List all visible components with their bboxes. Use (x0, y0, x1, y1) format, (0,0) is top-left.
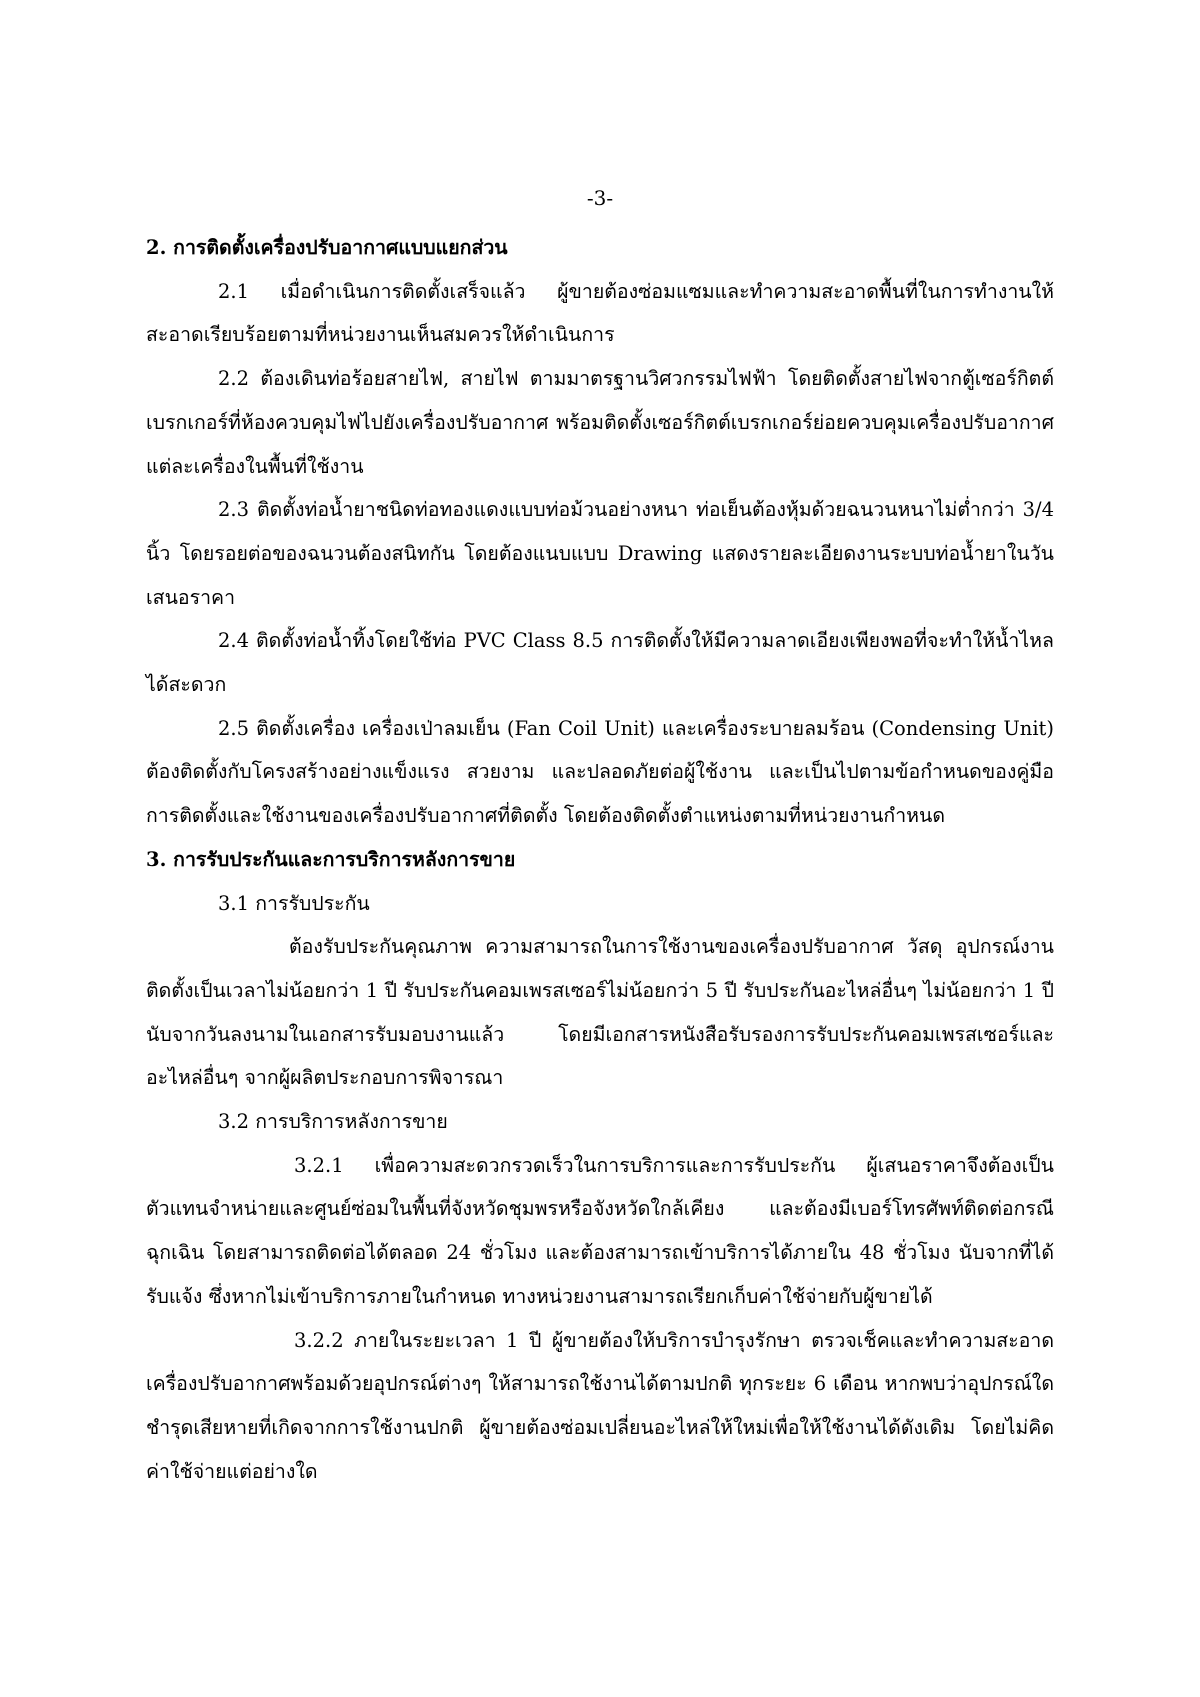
page-number: -3- (586, 186, 614, 210)
section-2-1-paragraph: 2.1 เมื่อดำเนินการติดตั้งเสร็จแล้ว ผู้ขายต้องซ่อมแซมและทำความสะอาดพื้นที่ในการทำงานให้สะอาดเรียบร้อยตามที่หน่วยงานเห็นสมควรให้ดำเนินการ (146, 279, 1054, 347)
document-body (146, 226, 1054, 1493)
section-2-4-paragraph: 2.4 ติดตั้งท่อน้ำทิ้งโดยใช้ท่อ PVC Class 8.5 การติดตั้งให้มีความลาดเอียงเพียงพอที่จะทำให้น้ำไหลได้สะดวก (146, 629, 1054, 697)
section-3-2-2-paragraph: 3.2.2 ภายในระยะเวลา 1 ปี ผู้ขายต้องให้บริการบำรุงรักษา ตรวจเช็คและทำความสะอาดเครื่องปรับอากาศพร้อมด้วยอุปกรณ์ต่างๆ ให้สามารถใช้งานได้ตามปกติ ทุกระยะ 6 เดือน หากพบว่าอุปกรณ์ใดชำรุดเสียหายที่เกิดจากการใช้งานปกติ ผู้ขายต้องซ่อมเปลี่ยนอะไหล่ให้ใหม่เพื่อให้ใช้งานได้ดังเดิม โดยไม่คิดค่าใช้จ่ายแต่อย่างใด (146, 1328, 1054, 1483)
section-3-1-title: 3.1 การรับประกัน (218, 891, 370, 915)
section-2-5-paragraph: 2.5 ติดตั้งเครื่อง เครื่องเป่าลมเย็น (Fan Coil Unit) และเครื่องระบายลมร้อน (Condensing Unit) ต้องติดตั้งกับโครงสร้างอย่างแข็งแรง สวยงาม และปลอดภัยต่อผู้ใช้งาน และเป็นไปตามข้อกำหนดของคู่มือการติดตั้งและใช้งานของเครื่องปรับอากาศที่ติดตั้ง โดยต้องติดตั้งตำแหน่งตามที่หน่วยงานกำหนด (146, 716, 1054, 828)
section-3-1-paragraph: ต้องรับประกันคุณภาพ ความสามารถในการใช้งานของเครื่องปรับอากาศ วัสดุ อุปกรณ์งานติดตั้งเป็นเวลาไม่น้อยกว่า 1 ปี รับประกันคอมเพรสเซอร์ไม่น้อยกว่า 5 ปี รับประกันอะไหล่อื่นๆ ไม่น้อยกว่า 1 ปี นับจากวันลงนามในเอกสารรับมอบงานแล้ว โดยมีเอกสารหนังสือรับรองการรับประกันคอมเพรสเซอร์และอะไหล่อื่นๆ จากผู้ผลิตประกอบการพิจารณา (146, 935, 1054, 1090)
section-2-2-paragraph: 2.2 ต้องเดินท่อร้อยสายไฟ, สายไฟ ตามมาตรฐานวิศวกรรมไฟฟ้า โดยติดตั้งสายไฟจากตู้เซอร์กิตต์เบรกเกอร์ที่ห้องควบคุมไฟไปยังเครื่องปรับอากาศ พร้อมติดตั้งเซอร์กิตต์เบรกเกอร์ย่อยควบคุมเครื่องปรับอากาศแต่ละเครื่องในพื้นที่ใช้งาน (146, 367, 1054, 478)
section-2-heading: 2. การติดตั้งเครื่องปรับอากาศแบบแยกส่วน (146, 236, 508, 259)
section-3-heading: 3. การรับประกันและการบริการหลังการขาย (146, 847, 516, 871)
section-2-3-paragraph: 2.3 ติดตั้งท่อน้ำยาชนิดท่อทองแดงแบบท่อม้วนอย่างหนา ท่อเย็นต้องหุ้มด้วยฉนวนหนาไม่ต่ำกว่า 3/4 นิ้ว โดยรอยต่อของฉนวนต้องสนิทกัน โดยต้องแนบแบบ Drawing แสดงรายละเอียดงานระบบท่อน้ำยาในวันเสนอราคา (146, 498, 1054, 609)
section-3-2-1-paragraph: 3.2.1 เพื่อความสะดวกรวดเร็วในการบริการและการรับประกัน ผู้เสนอราคาจึงต้องเป็นตัวแทนจำหน่ายและศูนย์ซ่อมในพื้นที่จังหวัดชุมพรหรือจังหวัดใกล้เคียง และต้องมีเบอร์โทรศัพท์ติดต่อกรณีฉุกเฉิน โดยสามารถติดต่อได้ตลอด 24 ชั่วโมง และต้องสามารถเข้าบริการได้ภายใน 48 ชั่วโมง นับจากที่ได้รับแจ้ง ซึ่งหากไม่เข้าบริการภายในกำหนด ทางหน่วยงานสามารถเรียกเก็บค่าใช้จ่ายกับผู้ขายได้ (146, 1153, 1054, 1308)
section-3-2-title: 3.2 การบริการหลังการขาย (218, 1110, 448, 1134)
